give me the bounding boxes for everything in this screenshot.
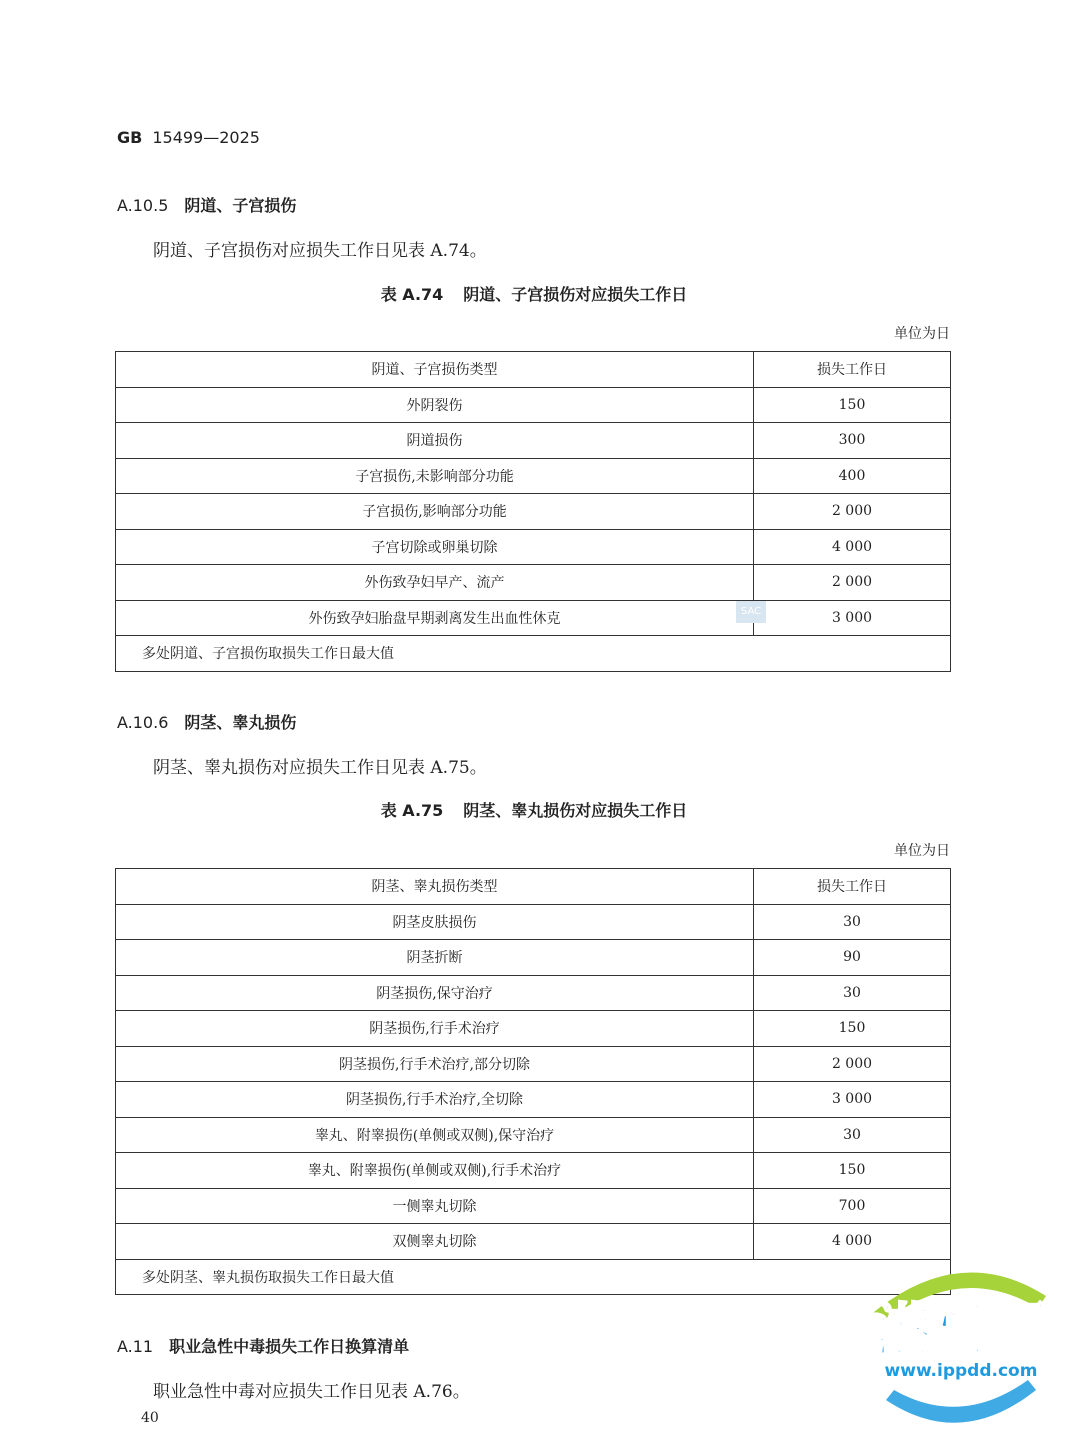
table-row	[116, 1046, 951, 1082]
table-row	[116, 1082, 951, 1118]
injury-type-cell: 子宫损伤,未影响部分功能	[116, 458, 754, 494]
table-row	[116, 529, 951, 565]
table-header-row	[116, 869, 951, 905]
table-row	[116, 494, 951, 530]
standard-header	[117, 128, 260, 147]
table-title: 阴茎、睾丸损伤对应损失工作日	[463, 801, 688, 820]
table-row	[116, 1224, 951, 1260]
lost-days-cell: 30	[754, 1117, 951, 1153]
injury-type-cell: 睾丸、附睾损伤(单侧或双侧),行手术治疗	[116, 1153, 754, 1189]
lost-days-cell: 150	[754, 1153, 951, 1189]
lost-days-cell: 3 000	[754, 600, 951, 636]
table-row	[116, 1188, 951, 1224]
injury-type-cell: 子宫切除或卵巢切除	[116, 529, 754, 565]
lost-days-cell: 700	[754, 1188, 951, 1224]
logo-url-text: www.ippdd.com	[884, 1361, 1038, 1381]
header-cell-type: 阴茎、睾丸损伤类型	[116, 869, 754, 905]
injury-type-cell: 外伤致孕妇胎盘早期剥离发生出血性休克	[116, 600, 754, 636]
header-cell-type: 阴道、子宫损伤类型	[116, 352, 754, 388]
injury-type-cell: 睾丸、附睾损伤(单侧或双侧),保守治疗	[116, 1117, 754, 1153]
table-row	[116, 600, 951, 636]
table-caption-a-74	[0, 282, 1068, 305]
brand-logo-watermark	[856, 1250, 1066, 1440]
table-note: 多处阴道、子宫损伤取损失工作日最大值	[116, 636, 951, 672]
injury-type-cell: 阴茎损伤,行手术治疗,全切除	[116, 1082, 754, 1118]
logo-blue-wave	[886, 1380, 1036, 1423]
table-a-75	[115, 868, 951, 1295]
table-unit-label: 单位为日	[894, 843, 950, 859]
table-row	[116, 387, 951, 423]
table-unit-label: 单位为日	[894, 326, 950, 342]
section-number: A.10.5	[117, 196, 169, 215]
section-title: 职业急性中毒损失工作日换算清单	[169, 1337, 410, 1356]
table-row	[116, 565, 951, 601]
table-row	[116, 1153, 951, 1189]
injury-type-cell: 外伤致孕妇早产、流产	[116, 565, 754, 601]
lost-days-cell: 2 000	[754, 565, 951, 601]
section-title: 阴道、子宫损伤	[184, 196, 297, 215]
injury-type-cell: 子宫损伤,影响部分功能	[116, 494, 754, 530]
section-number: A.11	[117, 1337, 154, 1356]
watermark-stamp-icon: SAC	[736, 601, 766, 623]
table-row	[116, 1011, 951, 1047]
table-note: 多处阴茎、睾丸损伤取损失工作日最大值	[116, 1259, 951, 1295]
lost-days-cell: 4 000	[754, 529, 951, 565]
table-note-row	[116, 636, 951, 672]
table-number: 表 A.75	[380, 801, 444, 820]
lost-days-cell: 400	[754, 458, 951, 494]
table-title: 阴道、子宫损伤对应损失工作日	[463, 285, 688, 304]
injury-type-cell: 外阴裂伤	[116, 387, 754, 423]
injury-type-cell: 双侧睾丸切除	[116, 1224, 754, 1260]
lost-days-cell: 90	[754, 940, 951, 976]
injury-type-cell: 阴茎损伤,保守治疗	[116, 975, 754, 1011]
injury-type-cell: 阴茎皮肤损伤	[116, 904, 754, 940]
injury-type-cell: 阴茎折断	[116, 940, 754, 976]
section-title: 阴茎、睾丸损伤	[184, 713, 297, 732]
table-caption-a-75	[0, 798, 1068, 821]
lost-days-cell: 300	[754, 423, 951, 459]
table-a-74	[115, 351, 951, 672]
injury-type-cell: 阴道损伤	[116, 423, 754, 459]
lost-days-cell: 4 000	[754, 1224, 951, 1260]
standard-number: 15499—2025	[152, 128, 260, 147]
logo-brand-text: 港机圈	[873, 1296, 1049, 1364]
section-heading-a-10-6	[117, 710, 296, 733]
table-row	[116, 1117, 951, 1153]
lost-days-cell: 2 000	[754, 1046, 951, 1082]
section-intro-paragraph: 阴道、子宫损伤对应损失工作日见表 A.74。	[153, 241, 487, 261]
table-note-row	[116, 1259, 951, 1295]
section-heading-a-11	[117, 1334, 409, 1357]
header-cell-days: 损失工作日	[754, 869, 951, 905]
section-number: A.10.6	[117, 713, 169, 732]
page-number: 40	[141, 1410, 159, 1426]
lost-days-cell: 150	[754, 1011, 951, 1047]
table-row	[116, 940, 951, 976]
section-intro-paragraph: 职业急性中毒对应损失工作日见表 A.76。	[153, 1382, 470, 1402]
lost-days-cell: 150	[754, 387, 951, 423]
section-intro-paragraph: 阴茎、睾丸损伤对应损失工作日见表 A.75。	[153, 758, 487, 778]
table-number: 表 A.74	[380, 285, 444, 304]
lost-days-cell: 30	[754, 975, 951, 1011]
table-row	[116, 458, 951, 494]
lost-days-cell: 2 000	[754, 494, 951, 530]
injury-type-cell: 阴茎损伤,行手术治疗,部分切除	[116, 1046, 754, 1082]
header-cell-days: 损失工作日	[754, 352, 951, 388]
table-row	[116, 975, 951, 1011]
standard-code: GB	[117, 128, 143, 147]
table-header-row	[116, 352, 951, 388]
injury-type-cell: 一侧睾丸切除	[116, 1188, 754, 1224]
lost-days-cell: 30	[754, 904, 951, 940]
table-row	[116, 904, 951, 940]
lost-days-cell: 3 000	[754, 1082, 951, 1118]
injury-type-cell: 阴茎损伤,行手术治疗	[116, 1011, 754, 1047]
table-row	[116, 423, 951, 459]
section-heading-a-10-5	[117, 193, 296, 216]
